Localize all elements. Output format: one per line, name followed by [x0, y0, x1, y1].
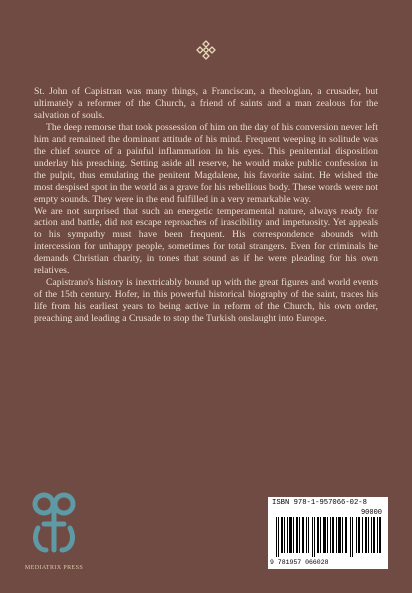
price-code: 90000 — [360, 509, 382, 517]
decorative-ornament-icon — [196, 40, 216, 60]
description-paragraph: We are not surprised that such an energetic temperamental nature, always ready for action and battle, did not escape reproaches of irascibility and impetuosity. Yet appeals to his sympathy must have been frequent. His correspondence abounds with intercession for unhappy people, sometimes for total strangers. Even for criminals he demands Christian charity, in tones that sound as if he were pleading for his own relatives. — [34, 205, 378, 277]
publisher-name: MEDIATRIX PRESS — [24, 565, 84, 571]
publisher-logo-icon — [24, 488, 84, 558]
isbn-barcode — [268, 497, 388, 569]
price-barcode-bars — [356, 517, 382, 553]
barcode-bars — [276, 517, 354, 557]
description-paragraph: The deep remorse that took possession of him on the day of his conversion never left him and remained the dominant attitude of his mind. Frequent weeping in solitude was the chief source of a painful inflammation in his eyes. This penitential disposition underlay his preaching. Setting aside all reserve, he would make public confession in the pulpit, thus emulating the penitent Magdalene, his favorite saint. He wished the most despised spot in the world as a grave for his rebellious body. These words were not empty sounds. They were in the end fulfilled in a very remarkable way. — [34, 121, 378, 205]
description-paragraph: Capistrano's history is inextricably bound up with the great figures and world events of the 15th century. Hofer, in this powerful historical biography of the saint, traces his life from his earliest years to being active in reform of the Church, his own order, preaching and leading a Crusade to stop the Turkish onslaught into Europe. — [34, 277, 378, 325]
description-paragraph: St. John of Capistran was many things, a Franciscan, a theologian, a crusader, but ultimately a reformer of the Church, a friend of saints and a man zealous for the salvation of souls. — [34, 86, 378, 121]
barcode-digits: 9 781957 066028 — [270, 559, 329, 566]
isbn-text: ISBN 978-1-957066-02-8 — [272, 499, 367, 507]
back-cover-description — [34, 86, 378, 325]
